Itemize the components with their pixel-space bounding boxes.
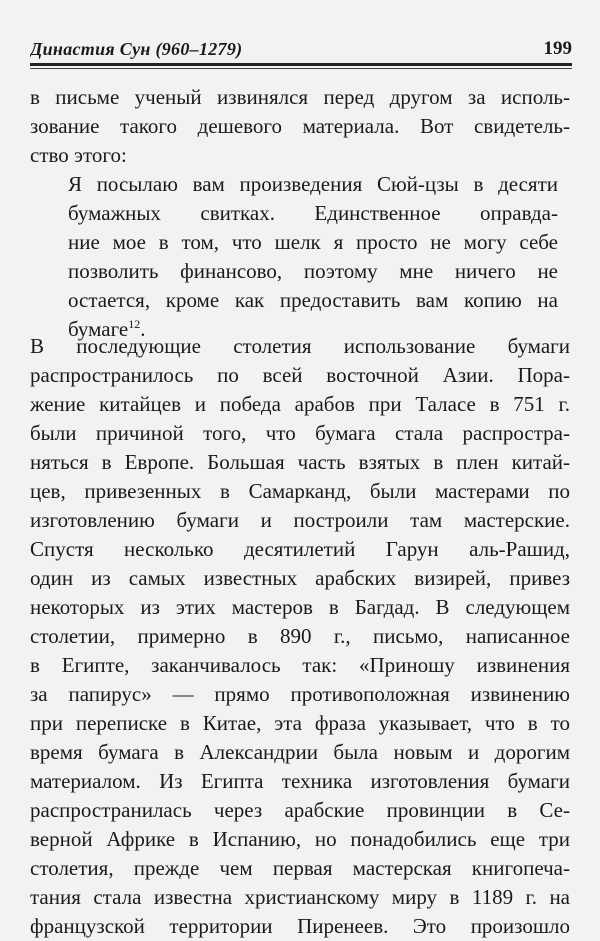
text-line: няться в Европе. Большая часть взятых в плен китай- (30, 450, 570, 474)
running-head (30, 30, 572, 60)
block-quote (68, 170, 558, 344)
text-line: цев, привезенных в Самарканд, были мастерами по (30, 479, 570, 503)
intro-paragraph (30, 83, 570, 170)
text-line: верной Африке в Испанию, но понадобились еще три (30, 827, 570, 851)
text-line: в письме ученый извинялся перед другом за исполь- (30, 85, 570, 109)
quote-last-text: бумаге (68, 317, 129, 341)
text-line: изготовлению бумаги и построили там мастерские. (30, 508, 570, 532)
quote-line: остается, кроме как предоставить вам копию на (68, 288, 558, 312)
quote-line: бумажных свитках. Единственное оправда- (68, 201, 558, 225)
text-line: ство этого: (30, 143, 127, 167)
text-line: тания стала известна христианскому миру в 1189 г. на (30, 885, 570, 909)
text-line: один из самых известных арабских визирей, привез (30, 566, 570, 590)
quote-line: Я посылаю вам произведения Сюй-цзы в десяти (68, 172, 558, 196)
text-line: при переписке в Китае, эта фраза указывает, что в то (30, 711, 570, 735)
text-line: некоторых из этих мастеров в Багдад. В следующем (30, 595, 570, 619)
text-line: жение китайцев и победа арабов при Таласе в 751 г. (30, 392, 570, 416)
header-rule (30, 63, 572, 69)
quote-last-punct: . (140, 317, 146, 341)
footnote-ref[interactable]: 12 (128, 317, 141, 331)
text-line: были причиной того, что бумага стала распростра- (30, 421, 570, 445)
text-line: столетии, примерно в 890 г., письмо, написанное (30, 624, 570, 648)
text-line: материалом. Из Египта техника изготовления бумаги (30, 769, 570, 793)
text-line: распространилось по всей восточной Азии. Пора- (30, 363, 570, 387)
text-line: В последующие столетия использование бумаги (30, 334, 570, 358)
text-line: Спустя несколько десятилетий Гарун аль-Рашид, (30, 537, 570, 561)
text-line: время бумага в Александрии была новым и дорогим (30, 740, 570, 764)
body-paragraph (30, 332, 570, 941)
page-number: 199 (543, 38, 572, 59)
text-line: в Египте, заканчивалось так: «Приношу извинения (30, 653, 570, 677)
text-line: зование такого дешевого материала. Вот свидетель- (30, 114, 570, 138)
quote-line: позволить финансово, поэтому мне ничего не (68, 259, 558, 283)
quote-line: ние мое в том, что шелк я просто не могу себе (68, 230, 558, 254)
text-line: столетия, прежде чем первая мастерская книгопеча- (30, 856, 570, 880)
text-line: за папирус» — прямо противоположная извинению (30, 682, 570, 706)
running-title: Династия Сун (960–1279) (30, 39, 243, 59)
text-line: распространилась через арабские провинции в Се- (30, 798, 570, 822)
text-line: французской территории Пиренеев. Это произошло (30, 914, 570, 938)
